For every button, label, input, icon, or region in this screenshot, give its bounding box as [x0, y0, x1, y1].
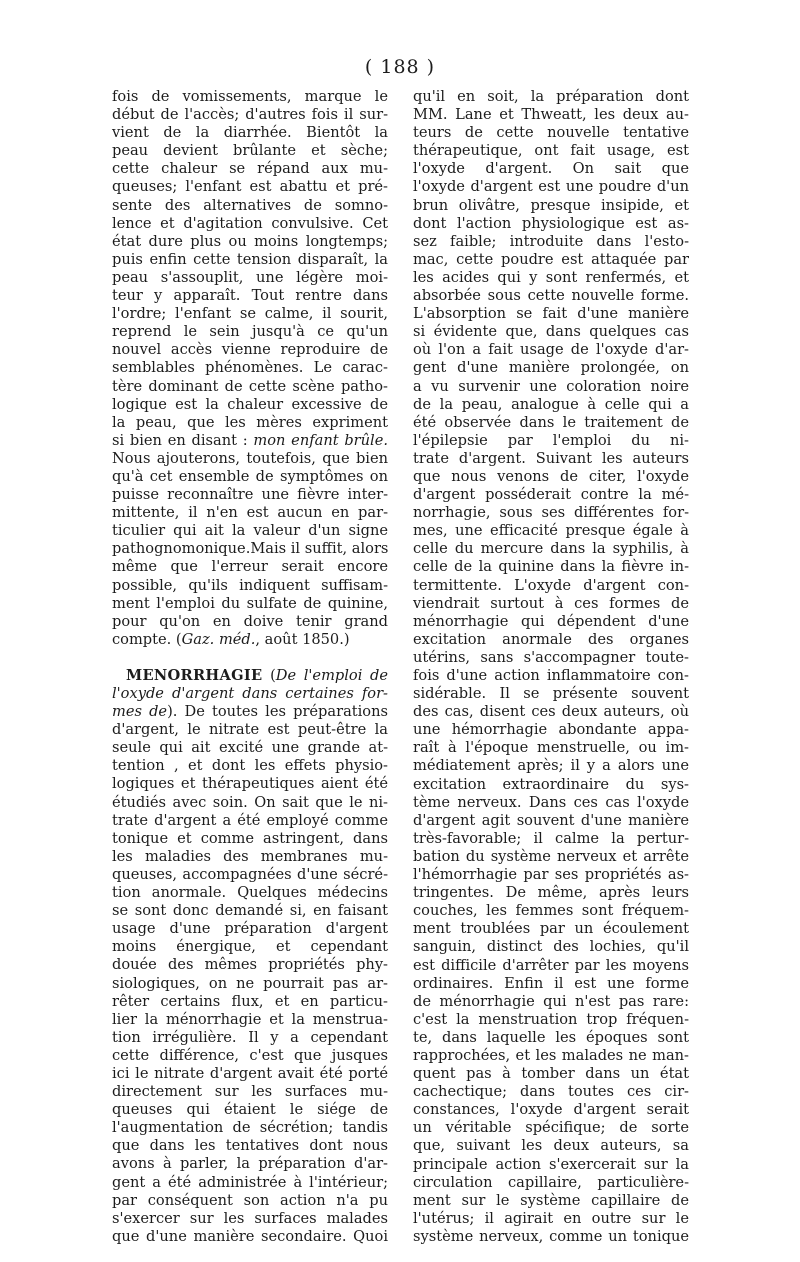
text-line: rêter certains flux, et en particu-: [112, 992, 388, 1010]
text-line: thérapeutique, ont fait usage, est: [413, 142, 689, 160]
text-line: ment sur le système capillaire de: [413, 1191, 689, 1209]
citation-date: , août 1850.): [255, 630, 350, 648]
text-line: l'utérus; il agirait en outre sur le: [413, 1209, 689, 1227]
text-line: Nous ajouterons, toutefois, que bien: [112, 449, 388, 467]
text-line: ici le nitrate d'argent avait été porté: [112, 1064, 388, 1082]
text-line: les acides qui y sont renfermés, et: [413, 268, 689, 286]
text-line: tème nerveux. Dans ces cas l'oxyde: [413, 793, 689, 811]
text-line: fois de vomissements, marque le: [112, 88, 388, 105]
text-line: siologiques, on ne pourrait pas ar-: [112, 974, 388, 992]
text-line: s'exercer sur les surfaces malades: [112, 1209, 388, 1227]
text-line: trate d'argent a été employé comme: [112, 811, 388, 829]
text-line: lier la ménorrhagie et la menstrua-: [112, 1010, 388, 1028]
text-line: un véritable spécifique; de sorte: [413, 1119, 689, 1137]
text-line: où l'on a fait usage de l'oxyde d'ar-: [413, 341, 689, 359]
text-line: tion irrégulière. Il y a cependant: [112, 1028, 388, 1046]
text-line: puis enfin cette tension disparaît, la: [112, 250, 388, 268]
text-line: très-favorable; il calme la pertur-: [413, 829, 689, 847]
text-line: que dans les tentatives dont nous: [112, 1137, 388, 1155]
text-line: puisse reconnaître une fièvre inter-: [112, 486, 388, 504]
text-line: sidérable. Il se présente souvent: [413, 685, 689, 703]
heading-subtitle: l'oxyde d'argent dans certaines for-: [112, 685, 388, 702]
text-fragment: si bien en disant :: [112, 431, 254, 449]
text-line: état dure plus ou moins longtemps;: [112, 232, 388, 250]
text-line: peau devient brûlante et sèche;: [112, 142, 388, 160]
text-fragment: (: [262, 666, 276, 684]
text-line: médiatement après; il y a alors une: [413, 757, 689, 775]
italic-quote: mon enfant brûle.: [253, 431, 389, 449]
text-line: si évidente que, dans quelques cas: [413, 323, 689, 341]
text-line: cette chaleur se répand aux mu-: [112, 160, 388, 178]
text-line: pathognomonique.Mais il suffit, alors: [112, 540, 389, 558]
text-line: mac, cette poudre est attaquée par: [413, 250, 689, 268]
text-line: couches, les femmes sont fréquem-: [413, 902, 689, 920]
text-line: que d'une manière secondaire. Quoi: [112, 1227, 388, 1245]
text-line: brun olivâtre, presque insipide, et: [413, 196, 689, 214]
text-line: sez faible; introduite dans l'esto-: [413, 232, 689, 250]
text-fragment: ). De toutes les préparations: [167, 703, 388, 721]
citation-source: Gaz. méd.: [181, 630, 256, 648]
text-line: gent a été administrée à l'intérieur;: [112, 1173, 388, 1191]
text-line: bation du système nerveux et arrête: [413, 847, 689, 865]
text-line: tention , et dont les effets physio-: [112, 757, 388, 775]
text-line: étudiés avec soin. On sait que le ni-: [112, 793, 388, 811]
text-line: constances, l'oxyde d'argent serait: [413, 1101, 689, 1119]
text-line: teurs de cette nouvelle tentative: [413, 124, 689, 142]
text-line: ticulier qui ait la valeur d'un signe: [112, 522, 388, 540]
text-line: se sont donc demandé si, en faisant: [112, 902, 388, 920]
text-line: d'argent posséderait contre la mé-: [413, 486, 689, 504]
text-line: a vu survenir une coloration noire: [413, 377, 689, 395]
text-line: même que l'erreur serait encore: [112, 558, 388, 576]
text-line: L'absorption se fait d'une manière: [413, 305, 689, 323]
text-line: ment troublées par un écoulement: [413, 920, 689, 938]
text-line: que nous venons de citer, l'oxyde: [413, 467, 689, 485]
text-line: mes, une efficacité presque égale à: [413, 522, 689, 540]
text-line: avons à parler, la préparation d'ar-: [112, 1155, 388, 1173]
text-line: l'augmentation de sécrétion; tandis: [112, 1119, 388, 1137]
text-line: te, dans laquelle les époques sont: [413, 1028, 689, 1046]
text-line: fois d'une action inflammatoire con-: [413, 667, 689, 684]
text-line: excitation extraordinaire du sys-: [413, 775, 689, 793]
text-line: est difficile d'arrêter par les moyens: [413, 956, 689, 974]
text-line: par conséquent son action n'a pu: [112, 1191, 388, 1209]
text-line: possible, qu'ils indiquent suffisam-: [112, 576, 388, 594]
heading-subtitle: De l'emploi de: [275, 666, 388, 684]
text-line: excitation anormale des organes: [413, 630, 689, 648]
text-line: ménorrhagie qui dépendent d'une: [413, 612, 689, 630]
text-line: rapprochées, et les malades ne man-: [413, 1046, 689, 1064]
text-line: tringentes. De même, après leurs: [413, 884, 689, 902]
heading-subtitle: mes de: [112, 703, 168, 721]
text-line: celle du mercure dans la syphilis, à: [413, 540, 689, 558]
text-line: utérins, sans s'accompagner toute-: [413, 648, 689, 666]
text-line: d'argent agit souvent d'une manière: [413, 811, 689, 829]
text-line: d'argent, le nitrate est peut-être la: [112, 721, 388, 739]
text-line: sente des alternatives de somno-: [112, 196, 388, 214]
text-line: une hémorrhagie abondante appa-: [413, 721, 689, 739]
text-line: termittente. L'oxyde d'argent con-: [413, 576, 689, 594]
text-line: tion anormale. Quelques médecins: [112, 884, 388, 902]
text-line: queuses qui étaient le siége de: [112, 1101, 388, 1119]
text-line: système nerveux, comme un tonique: [413, 1227, 689, 1245]
text-line: gent d'une manière prolongée, on: [413, 359, 689, 377]
text-line: vient de la diarrhée. Bientôt la: [112, 124, 388, 142]
text-line: de la peau, analogue à celle qui a: [413, 395, 689, 413]
text-line: l'épilepsie par l'emploi du ni-: [413, 431, 689, 449]
text-line: viendrait surtout à ces formes de: [413, 594, 689, 612]
text-line: les maladies des membranes mu-: [112, 847, 388, 865]
text-line: queuses; l'enfant est abattu et pré-: [112, 178, 388, 196]
text-line: c'est la menstruation trop fréquen-: [413, 1010, 689, 1028]
text-line: l'hémorrhagie par ses propriétés as-: [413, 866, 689, 884]
text-line: ment l'emploi du sulfate de quinine,: [112, 594, 388, 612]
text-line: des cas, disent ces deux auteurs, où: [413, 703, 689, 721]
text-line: cachectique; dans toutes ces cir-: [413, 1083, 689, 1101]
text-line: début de l'accès; d'autres fois il sur-: [112, 106, 388, 124]
page-number: ( 188 ): [364, 56, 436, 78]
paragraph-gap: [112, 649, 388, 667]
text-line: [112, 685, 388, 703]
text-line: teur y apparaît. Tout rentre dans: [112, 287, 388, 305]
article-heading: MENORRHAGIE: [126, 666, 263, 684]
text-line: qu'il en soit, la préparation dont: [413, 88, 689, 105]
text-line: seule qui ait excité une grande at-: [112, 739, 388, 757]
text-line: celle de la quinine dans la fièvre in-: [413, 558, 689, 576]
text-line: [112, 432, 388, 450]
text-line: lence et d'agitation convulsive. Cet: [112, 214, 388, 232]
text-line: principale action s'exercerait sur la: [413, 1155, 689, 1173]
right-column: [413, 88, 689, 1246]
text-line: de ménorrhagie qui n'est pas rare:: [413, 992, 689, 1010]
text-line: ordinaires. Enfin il est une forme: [413, 974, 689, 992]
text-line: été observée dans le traitement de: [413, 413, 689, 431]
text-line: directement sur les surfaces mu-: [112, 1083, 388, 1101]
text-line: que, suivant les deux auteurs, sa: [413, 1137, 689, 1155]
text-line: reprend le sein jusqu'à ce qu'un: [112, 323, 388, 341]
text-line: dont l'action physiologique est as-: [413, 214, 689, 232]
text-line: usage d'une préparation d'argent: [112, 920, 388, 938]
text-line: tère dominant de cette scène patho-: [112, 377, 388, 395]
text-line: mittente, il n'en est aucun en par-: [112, 504, 388, 522]
text-line: qu'à cet ensemble de symptômes on: [112, 467, 388, 485]
text-fragment: compte. (: [112, 630, 182, 648]
text-line: logiques et thérapeutiques aient été: [112, 775, 388, 793]
text-line: la peau, que les mères expriment: [112, 413, 388, 431]
left-column: [112, 88, 388, 1246]
text-line: semblables phénomènes. Le carac-: [112, 359, 388, 377]
text-line: nouvel accès vienne reproduire de: [112, 341, 388, 359]
text-line: MM. Lane et Thweatt, les deux au-: [413, 106, 689, 124]
text-line: circulation capillaire, particulière-: [413, 1173, 689, 1191]
text-line: moins énergique, et cependant: [112, 938, 388, 956]
text-line: tonique et comme astringent, dans: [112, 829, 388, 847]
text-line: [112, 703, 388, 721]
text-line: quent pas à tomber dans un état: [413, 1065, 689, 1083]
text-line: absorbée sous cette nouvelle forme.: [413, 287, 689, 305]
text-line: sanguin, distinct des lochies, qu'il: [413, 938, 689, 956]
article-heading-line: [112, 667, 388, 685]
text-line: trate d'argent. Suivant les auteurs: [413, 449, 689, 467]
text-line: pour qu'on en doive tenir grand: [112, 612, 388, 630]
text-line: l'oxyde d'argent. On sait que: [413, 160, 689, 178]
text-line: [112, 631, 388, 649]
text-line: cette différence, c'est que jusques: [112, 1046, 388, 1064]
text-line: l'oxyde d'argent est une poudre d'un: [413, 178, 689, 196]
text-line: logique est la chaleur excessive de: [112, 395, 388, 413]
text-line: peau s'assouplit, une légère moi-: [112, 268, 388, 286]
text-line: douée des mêmes propriétés phy-: [112, 956, 388, 974]
text-line: queuses, accompagnées d'une sécré-: [112, 865, 388, 883]
text-line: l'ordre; l'enfant se calme, il sourit,: [112, 305, 388, 323]
text-line: norrhagie, sous ses différentes for-: [413, 504, 689, 522]
text-line: raît à l'époque menstruelle, ou im-: [413, 739, 689, 757]
